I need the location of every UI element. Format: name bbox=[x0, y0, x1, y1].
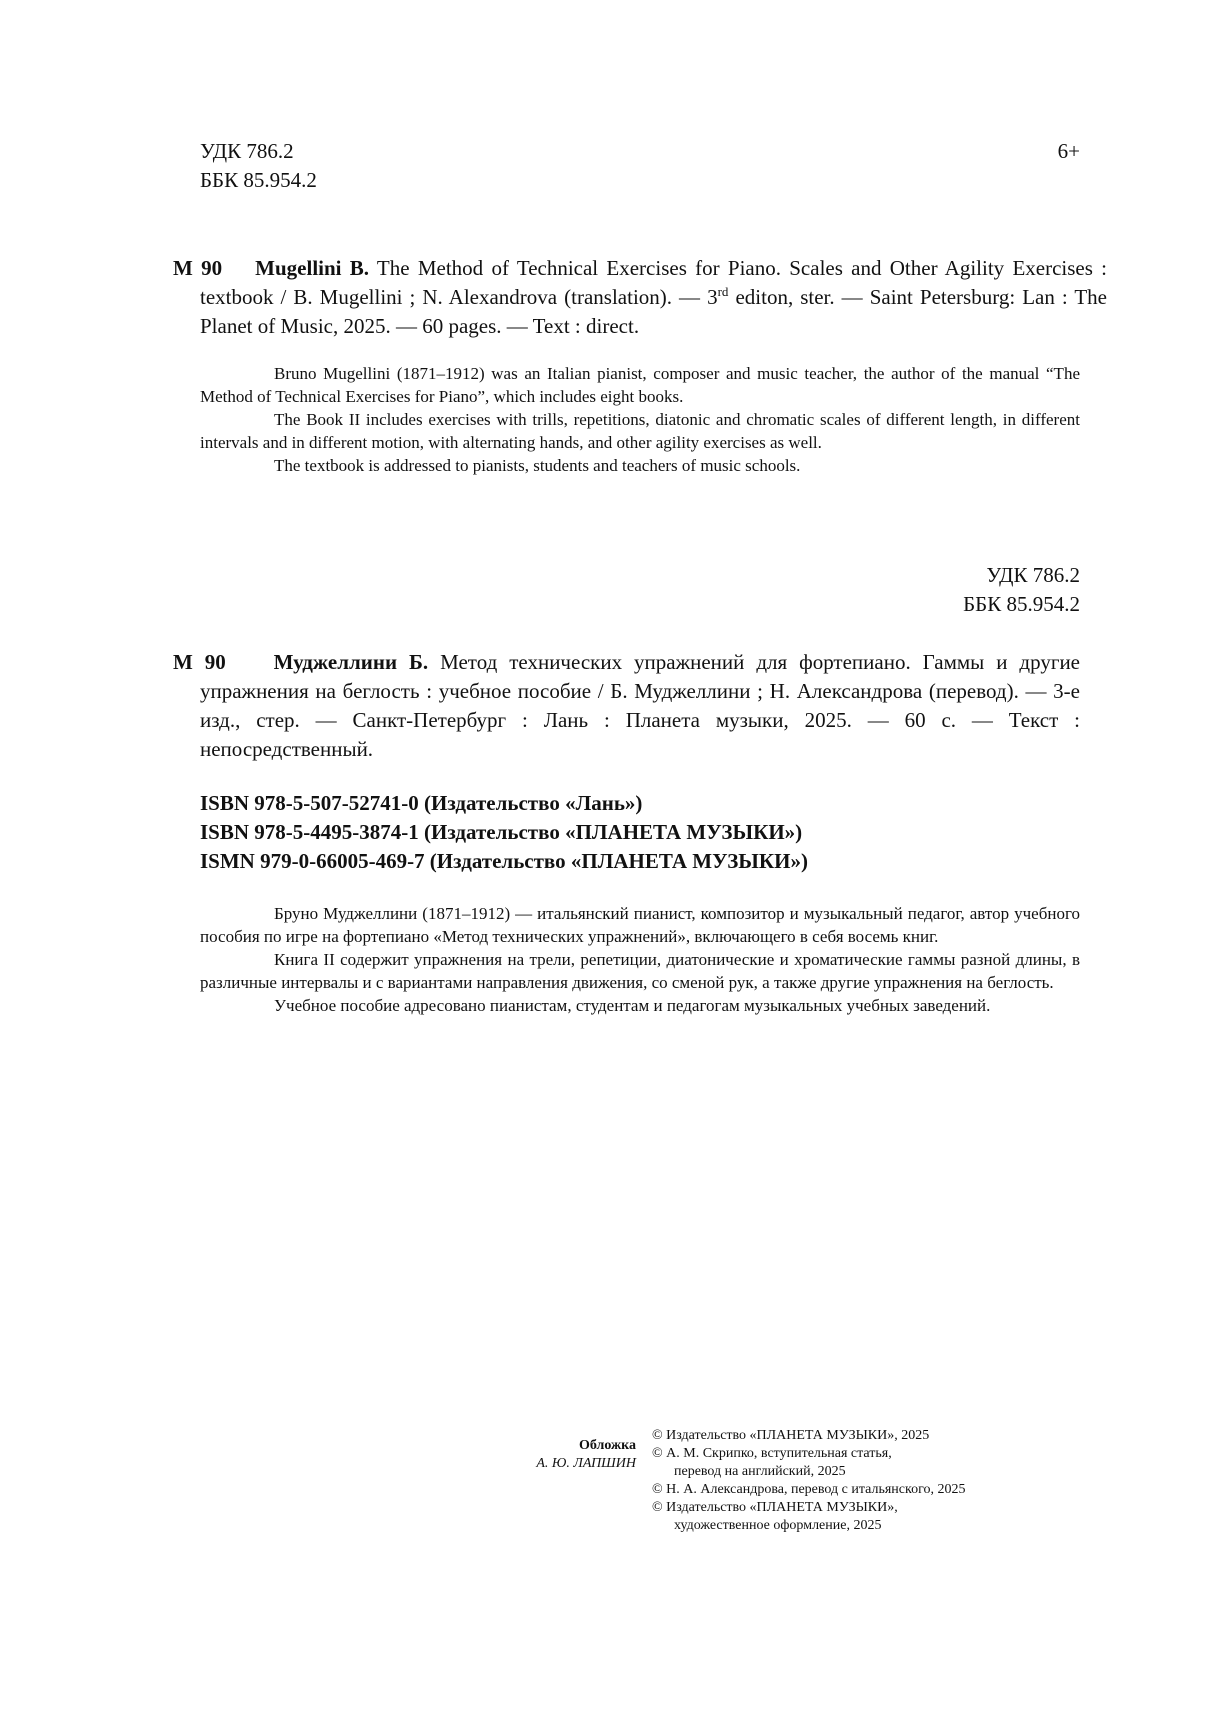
copyright-line-continued: перевод на английский, 2025 bbox=[674, 1464, 846, 1479]
copyright-block bbox=[652, 1427, 1092, 1535]
russian-abstract bbox=[200, 902, 1080, 1017]
classification-top bbox=[200, 137, 1080, 195]
russian-abstract-paragraph: Книга II содержит упражнения на трели, репетиции, диатонические и хроматические гаммы разной длины, в различные интервалы и с вариантами направления движения, со сменой рук, а также другие упражнения на беглость. bbox=[200, 950, 1080, 992]
cover-credit-label: Обложка bbox=[578, 1438, 636, 1453]
english-citation bbox=[173, 254, 1107, 341]
copyright-line: © Издательство «ПЛАНЕТА МУЗЫКИ», 2025 bbox=[652, 1428, 930, 1443]
copyright-line-continued: художественное оформление, 2025 bbox=[674, 1518, 882, 1533]
english-abstract-paragraph: The Book II includes exercises with trills, repetitions, diatonic and chromatic scales of different length, in different intervals and in different motion, with alternating hands, and other agility exercises as well. bbox=[200, 410, 1080, 452]
bbk-code: ББК 85.954.2 bbox=[200, 168, 317, 192]
identifiers-block bbox=[200, 789, 1080, 876]
copyright-line: © Н. А. Александрова, перевод с итальянского, 2025 bbox=[652, 1482, 966, 1497]
english-citation-part1: The Method of Technical Exercises for Piano. Scales and Other Agility Exercises : textbook / B. Mugellini ; N. Alexandrova (translation). — 3 bbox=[200, 256, 1108, 309]
ismn-planet: ISMN 979-0-66005-469-7 (Издательство «ПЛАНЕТА МУЗЫКИ») bbox=[200, 849, 808, 873]
russian-citation-text: Метод технических упражнений для фортепиано. Гаммы и другие упражнения на беглость : учебное пособие / Б. Муджеллини ; Н. Александрова (перевод). — 3-е изд., стер. — Санкт-Петербург : Лань : Планета музыки, 2025. — 60 с. — Текст : непосредственный. bbox=[200, 650, 1080, 761]
english-entry-code: M 90 bbox=[173, 256, 223, 280]
english-abstract-paragraph: Bruno Mugellini (1871–1912) was an Italian pianist, composer and music teacher, the author of the manual “The Method of Technical Exercises for Piano”, which includes eight books. bbox=[200, 364, 1080, 406]
age-rating: 6+ bbox=[1057, 139, 1080, 163]
copyright-entry bbox=[652, 1427, 1092, 1445]
bbk-code-right: ББК 85.954.2 bbox=[963, 592, 1080, 616]
edition-superscript: rd bbox=[717, 284, 729, 299]
udk-code: УДК 786.2 bbox=[200, 139, 294, 163]
classification-right bbox=[700, 561, 1080, 619]
copyright-entry bbox=[652, 1445, 1092, 1481]
copyright-line: © А. М. Скрипко, вступительная статья, bbox=[652, 1446, 892, 1461]
russian-citation bbox=[173, 648, 1080, 764]
isbn-planet: ISBN 978-5-4495-3874-1 (Издательство «ПЛАНЕТА МУЗЫКИ») bbox=[200, 820, 803, 844]
udk-code-right: УДК 786.2 bbox=[986, 563, 1080, 587]
english-abstract-paragraph: The textbook is addressed to pianists, students and teachers of music schools. bbox=[274, 456, 801, 475]
english-citation-part2: editon, ster. — Saint Petersburg: Lan : The Planet of Music, 2025. — 60 pages. — Text : direct. bbox=[200, 285, 1107, 338]
copyright-entry bbox=[652, 1481, 1092, 1499]
russian-entry-code: М 90 bbox=[173, 650, 226, 674]
english-abstract bbox=[200, 362, 1080, 477]
russian-abstract-paragraph: Учебное пособие адресовано пианистам, студентам и педагогам музыкальных учебных заведений. bbox=[274, 996, 991, 1015]
copyright-line: © Издательство «ПЛАНЕТА МУЗЫКИ», bbox=[652, 1500, 898, 1515]
cover-credit bbox=[460, 1437, 636, 1473]
russian-abstract-paragraph: Бруно Муджеллини (1871–1912) — итальянский пианист, композитор и музыкальный педагог, автор учебного пособия по игре на фортепиано «Метод технических упражнений», включающего в себя восемь книг. bbox=[200, 904, 1080, 946]
english-entry-author: Mugellini B. bbox=[255, 256, 370, 280]
russian-entry-author: Муджеллини Б. bbox=[273, 650, 429, 674]
copyright-entry bbox=[652, 1499, 1092, 1535]
cover-credit-name: А. Ю. ЛАПШИН bbox=[536, 1456, 636, 1471]
isbn-lan: ISBN 978-5-507-52741-0 (Издательство «Лань») bbox=[200, 791, 643, 815]
